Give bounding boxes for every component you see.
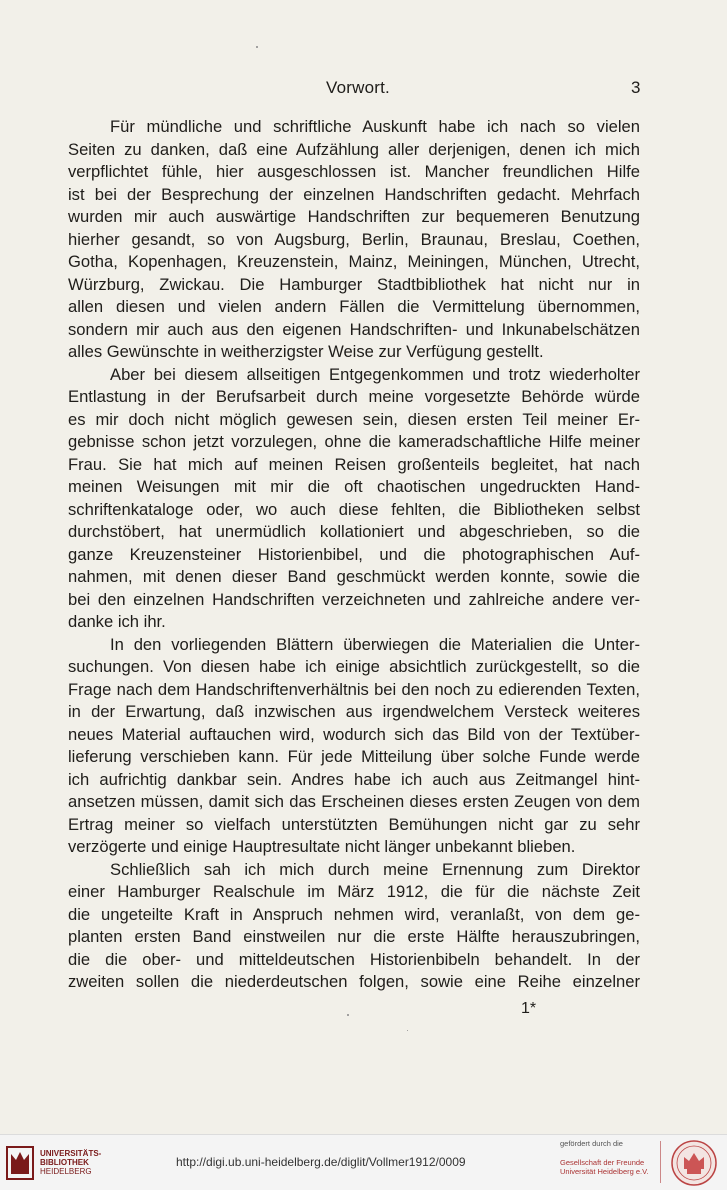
- sponsor-name-line1: Gesellschaft der Freunde: [560, 1158, 645, 1167]
- library-name-line: BIBLIOTHEK: [40, 1158, 89, 1167]
- scan-speck: [407, 1030, 408, 1031]
- sponsor-block[interactable]: [560, 1139, 660, 1176]
- text-line: In den vorliegenden Blättern überwiegen die Materialien die Unter-: [110, 634, 640, 654]
- text-line: alles Gewünschte in weitherzigster Weise zur Verfügung gestellt.: [68, 342, 544, 361]
- text-line: allen diesen und vielen andern Fällen die Vermittelung übernommen,: [68, 297, 640, 316]
- text-line: lieferung verschieben kann. Für jede Mitteilung über solche Funde werde: [68, 747, 640, 766]
- sponsor-divider: [660, 1141, 661, 1183]
- text-line: Aber bei diesem allseitigen Entgegenkommen und trotz wiederholter: [110, 364, 640, 384]
- text-line: ich aufrichtig dankbar sein. Andres habe ich auch aus Zeitmangel hint-: [68, 769, 640, 789]
- scan-speck: [256, 46, 258, 48]
- library-name-line: HEIDELBERG: [40, 1167, 92, 1176]
- text-line: gebnisse schon jetzt vorzulegen, ohne die kameradschaftliche Hilfe meiner: [68, 432, 640, 451]
- text-line: einer Hamburger Realschule im März 1912, die für die nächste Zeit: [68, 882, 640, 901]
- text-line: Schließlich sah ich mich durch meine Ernennung zum Direktor: [110, 859, 640, 879]
- text-line: Für mündliche und schriftliche Auskunft habe ich nach so vielen: [110, 117, 640, 136]
- signature-mark: 1*: [521, 1000, 537, 1017]
- viewer-footer: [0, 1134, 727, 1190]
- text-line: hierher gesandt, so von Augsburg, Berlin, Braunau, Breslau, Coethen,: [68, 229, 640, 249]
- text-line: ansetzen müssen, damit sich das Erscheinen dieses ersten Zeugen von dem: [68, 792, 640, 811]
- sponsor-label: gefördert durch die: [560, 1139, 623, 1148]
- permalink-url[interactable]: http://digi.ub.uni-heidelberg.de/diglit/Vollmer1912/0009: [176, 1155, 466, 1169]
- text-line: Würzburg, Zwickau. Die Hamburger Stadtbibliothek hat nicht nur in: [68, 274, 640, 294]
- text-line: Frage nach dem Handschriftenverhältnis bei den noch zu edierenden Texten,: [68, 679, 640, 699]
- text-line: die ungeteilte Kraft in Anspruch nehmen wird, veranlaßt, von dem ge-: [68, 904, 640, 924]
- text-line: ist bei der Besprechung der einzelnen Handschriften gedacht. Mehrfach: [68, 184, 640, 204]
- text-line: Frau. Sie hat mich auf meinen Reisen großenteils begleitet, hat nach: [68, 454, 640, 474]
- text-line: wurden mir auch auswärtige Handschriften zur bequemeren Benutzung: [68, 207, 640, 226]
- text-line: zweiten sollen die niederdeutschen folgen, sowie eine Reihe einzelner: [68, 972, 640, 991]
- text-line: nahmen, mit denen dieser Band geschmückt werden konnte, sowie die: [68, 567, 640, 586]
- body-text: [68, 116, 640, 994]
- text-line: durchstöbert, hat unermüdlich kollationiert und abgeschrieben, so die: [68, 522, 640, 541]
- text-line: sondern mir auch aus den eigenen Handschriften- und Inkunabelschätzen: [68, 319, 640, 339]
- text-line: Ertrag meiner so vielfach unterstützten Bemühungen nicht gar zu sehr: [68, 814, 640, 834]
- page-number: 3: [631, 78, 641, 97]
- text-line: suchungen. Von diesen habe ich einige absichtlich zurückgestellt, so die: [68, 657, 640, 676]
- running-head: [0, 76, 727, 102]
- text-line: in der Erwartung, daß inzwischen aus irgendwelchem Versteck weiteres: [68, 702, 640, 721]
- text-line: verzögerte und einige Hauptresultate nicht länger unbekannt blieben.: [68, 837, 576, 856]
- text-line: Seiten zu danken, daß eine Aufzählung aller derjenigen, denen ich mich: [68, 139, 640, 159]
- text-line: meinen Weisungen mit mir die oft chaotischen ungedruckten Hand-: [68, 477, 640, 496]
- text-line: es mir doch nicht möglich gewesen sein, diesen ersten Teil meiner Er-: [68, 409, 640, 429]
- text-line: ganze Kreuzensteiner Historienbibel, und die photographischen Auf-: [68, 544, 640, 564]
- text-line: Entlastung in der Berufsarbeit durch meine vorgesetzte Behörde würde: [68, 387, 640, 406]
- text-line: planten ersten Band einstweilen nur die erste Hälfte herauszubringen,: [68, 927, 640, 946]
- library-crest-icon: [6, 1146, 34, 1180]
- text-line: danke ich ihr.: [68, 612, 166, 631]
- scan-speck: [347, 1014, 349, 1016]
- library-name: [40, 1149, 101, 1176]
- library-name-line: UNIVERSITÄTS-: [40, 1149, 102, 1158]
- sponsor-name-line2: Universität Heidelberg e.V.: [560, 1167, 649, 1176]
- university-seal-icon[interactable]: [670, 1139, 718, 1187]
- text-line: neues Material auftauchen wird, wodurch sich das Bild von der Textüber-: [68, 724, 640, 744]
- text-line: verpflichtet fühle, hier ausgeschlossen ist. Mancher freundlichen Hilfe: [68, 162, 640, 181]
- text-line: bei den einzelnen Handschriften verzeichneten und zahlreiche andere ver-: [68, 589, 640, 609]
- library-logo[interactable]: [6, 1143, 166, 1183]
- text-line: die die ober- und mitteldeutschen Historienbibeln behandelt. In der: [68, 949, 640, 969]
- text-line: schriftenkataloge oder, wo auch diese fehlten, die Bibliotheken selbst: [68, 499, 640, 519]
- page-title: Vorwort.: [326, 78, 390, 97]
- text-line: Gotha, Kopenhagen, Kreuzenstein, Mainz, Meiningen, München, Utrecht,: [68, 252, 640, 271]
